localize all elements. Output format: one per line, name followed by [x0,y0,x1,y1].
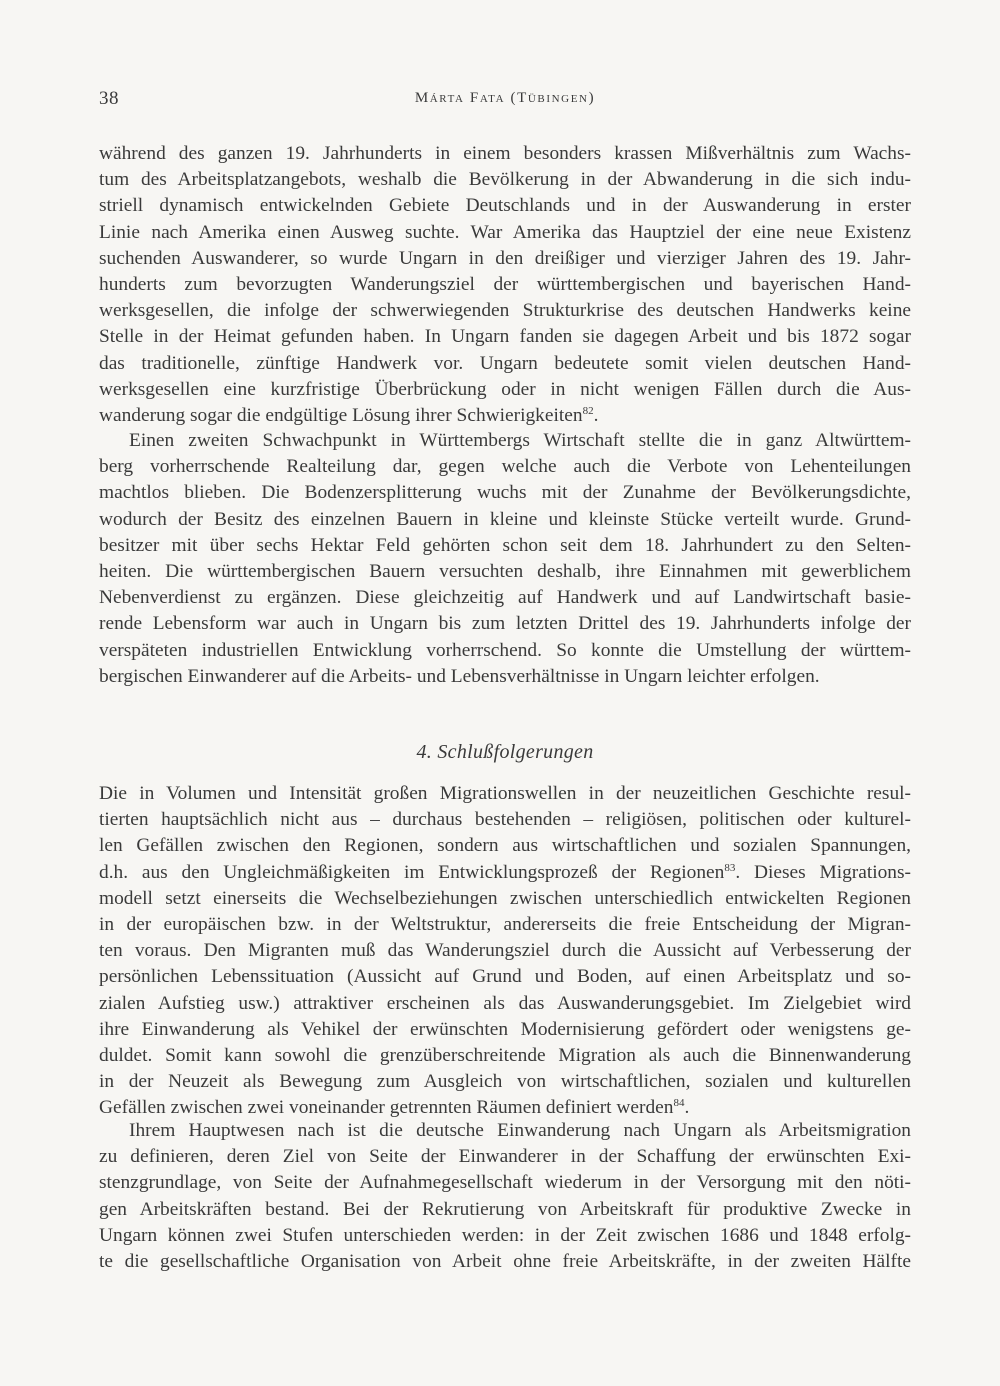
footnote-marker: 83 [724,861,736,874]
text-line: Ungarn können zwei Stufen unterschieden werden: in der Zeit zwischen 1686 und 1848 erfolg- [99,1224,911,1246]
text-line: berg vorherrschende Realteilung dar, gegen welche auch die Verbote von Lehenteilungen [99,456,911,478]
section-heading: 4. Schlußfolgerungen [416,741,594,763]
text-line: stenzgrundlage, von Seite der Aufnahmegesellschaft wiederum in der Versorgung mit den nöti- [99,1172,911,1194]
text-line: besitzer mit über sechs Hektar Feld gehörten schon seit dem 18. Jahrhundert zu den Selten- [99,534,911,556]
paragraph-3 [99,781,911,1121]
text-line: das traditionelle, zünftige Handwerk vor. Ungarn bedeutete somit vielen deutschen Hand- [99,352,911,374]
text-line: modell setzt einerseits die Wechselbeziehungen zwischen unterschiedlich entwickelten Regionen [99,887,911,909]
text-line: tierten hauptsächlich nicht aus – durchaus bestehenden – religiösen, politischen oder kulturel- [99,809,911,831]
footnote-marker: 82 [582,404,594,417]
paragraph-1 [99,141,911,429]
running-title: Márta Fata (Tübingen) [414,90,596,106]
text-line: machtlos blieben. Die Bodenzersplitterung wuchs mit der Zunahme der Bevölkerungsdichte, [99,482,911,504]
text-line: gen Arbeitskräften bestand. Bei der Rekrutierung von Arbeitskraft für produktive Zwecke in [99,1198,911,1220]
text-line [99,860,911,886]
text-line: Ihrem Hauptwesen nach ist die deutsche Einwanderung nach Ungarn als Arbeitsmigration [129,1120,911,1141]
text-line: während des ganzen 19. Jahrhunderts in einem besonders krassen Mißverhältnis zum Wachs- [99,143,911,164]
text-line: bergischen Einwanderer auf die Arbeits- und Lebensverhältnisse in Ungarn leichter erfolgen. [99,665,820,687]
text-line: Linie nach Amerika einen Ausweg suchte. War Amerika das Hauptziel der eine neue Existenz [99,221,911,243]
text-line: duldet. Somit kann sowohl die grenzüberschreitende Migration als auch die Binnenwanderung [99,1044,911,1066]
text-line: verspäteten industriellen Entwicklung vorherrschend. So konnte die Umstellung der württem- [99,639,911,661]
text-line: zu definieren, deren Ziel von Seite der Einwanderer in der Schaffung der erwünschten Exi- [99,1146,911,1168]
text-line: werksgesellen, die infolge der schwerwiegenden Strukturkrise des deutschen Handwerks keine [99,300,911,322]
page-number: 38 [99,88,119,109]
text-line: te die gesellschaftliche Organisation von Arbeit ohne freie Arbeitskräfte, in der zweiten Hälfte [99,1250,911,1272]
text-line: Einen zweiten Schwachpunkt in Württembergs Wirtschaft stellte die in ganz Altwürttem- [129,430,911,451]
text-line: heiten. Die württembergischen Bauern versuchten deshalb, ihre Einnahmen mit gewerblichem [99,560,911,582]
text-line: wanderung sogar die endgültige Lösung ihrer Schwierigkeiten$^{82}$. [99,404,599,426]
text-line: suchenden Auswanderer, so wurde Ungarn in den dreißiger und vierziger Jahren des 19. Jahr- [99,247,911,269]
text-line: persönlichen Lebenssituation (Aussicht auf Grund und Boden, auf einen Arbeitsplatz und so- [99,966,911,988]
text-fragment: wanderung sogar die endgültige Lösung ihrer Schwierigkeiten [99,404,583,426]
text-line: wodurch der Besitz des einzelnen Bauern in kleine und kleinste Stücke verteilt wurde. Grund- [99,508,911,530]
text-line: werksgesellen eine kurzfristige Überbrückung oder in nicht wenigen Fällen durch die Aus- [99,378,911,400]
text-line: in der Neuzeit als Bewegung zum Ausgleich von wirtschaftlichen, sozialen und kulturellen [99,1071,911,1093]
text-line: len Gefällen zwischen den Regionen, sondern aus wirtschaftlichen und sozialen Spannungen, [99,835,911,857]
text-line: in der europäischen bzw. in der Weltstruktur, andererseits die freie Entscheidung der Migran- [99,913,911,935]
text-line: Stelle in der Heimat gefunden haben. In Ungarn fanden sie dagegen Arbeit und bis 1872 sogar [99,326,911,348]
text-line: rende Lebensform war auch in Ungarn bis zum letzten Drittel des 19. Jahrhunderts infolge der [99,613,911,635]
text-line: zialen Aufstieg usw.) attraktiver erscheinen als das Auswanderungsgebiet. Im Zielgebiet wird [99,992,911,1014]
text-fragment: Gefällen zwischen zwei voneinander getrennten Räumen definiert werden [99,1097,674,1119]
text-line: striell dynamisch entwickelnden Gebiete Deutschlands und in der Auswanderung in erster [99,195,911,217]
text-line: ihre Einwanderung als Vehikel der erwünschten Modernisierung gefördert oder wenigstens ge- [99,1018,911,1040]
footnote-marker: 84 [673,1097,685,1110]
running-header [99,88,911,114]
paragraph-4 [99,1118,911,1275]
text-line: Gefällen zwischen zwei voneinander getrennten Räumen definiert werden$^{84}$. [99,1097,690,1119]
text-fragment: . Dieses Migrations- [735,861,912,883]
text-line: Die in Volumen und Intensität großen Migrationswellen in der neuzeitlichen Geschichte resul- [99,783,911,804]
text-line: ten voraus. Den Migranten muß das Wanderungsziel durch die Aussicht auf Verbesserung der [99,940,911,962]
text-fragment: d.h. aus den Ungleichmäßigkeiten im Entwicklungsprozeß der Regionen [99,861,725,883]
text-line: tum des Arbeitsplatzangebots, weshalb die Bevölkerung in der Abwanderung in die sich indu- [99,169,911,191]
text-line: Nebenverdienst zu ergänzen. Diese gleichzeitig auf Handwerk und auf Landwirtschaft basie- [99,587,911,609]
paragraph-2 [99,428,911,690]
text-line: hunderts zum bevorzugten Wanderungsziel der württembergischen und bayerischen Hand- [99,273,911,295]
